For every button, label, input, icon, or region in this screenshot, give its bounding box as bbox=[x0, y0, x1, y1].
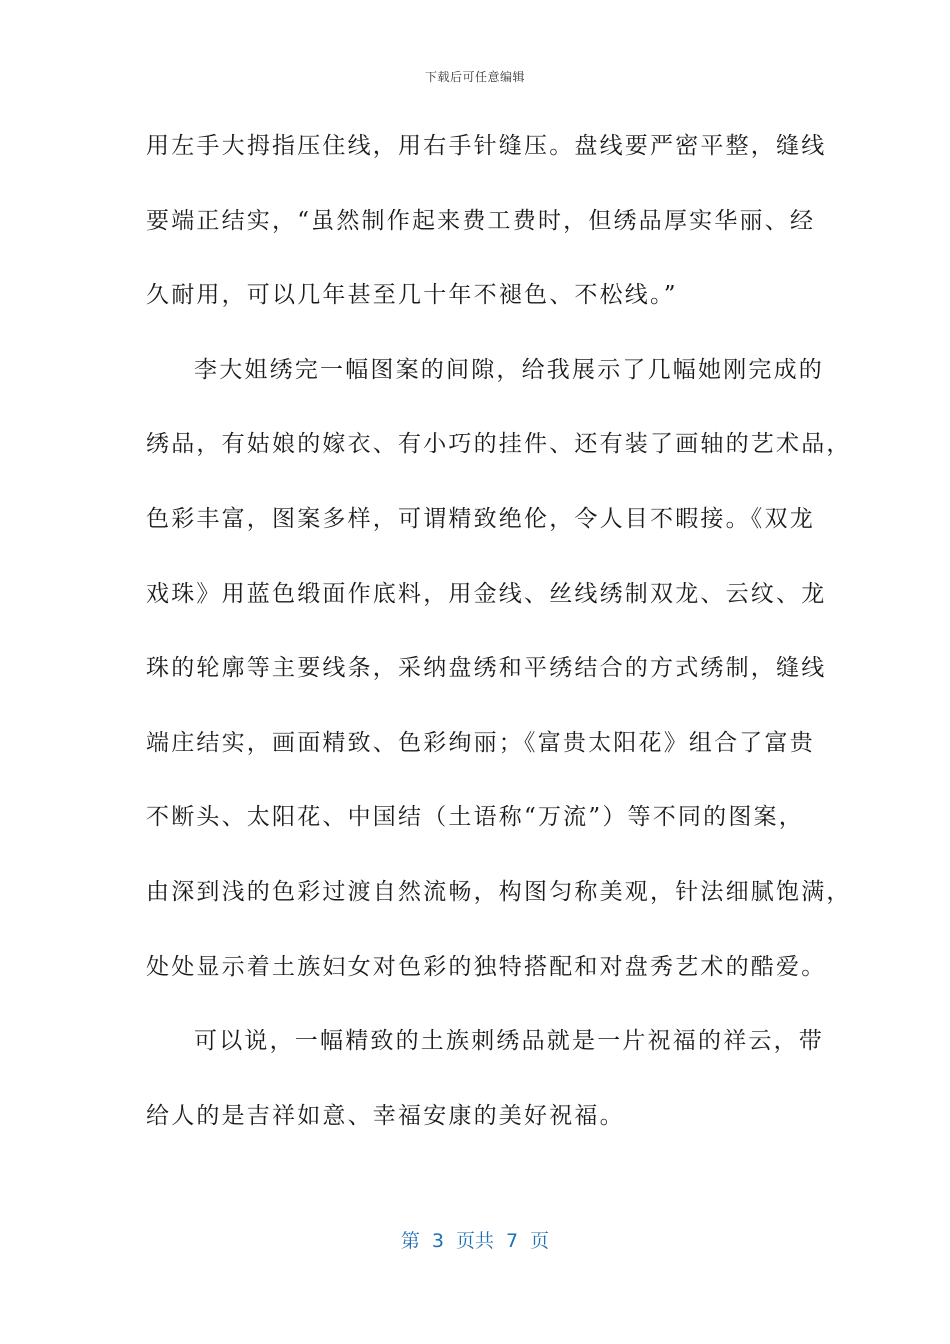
current-page-number: 3 bbox=[431, 1230, 444, 1252]
text-line: 由深到浅的色彩过渡自然流畅，构图匀称美观，针法细腻饱满， bbox=[146, 878, 852, 905]
text-line: 色彩丰富，图案多样，可谓精致绝伦，令人目不暇接。《双龙 bbox=[146, 505, 815, 532]
page-prefix: 第 bbox=[400, 1230, 420, 1252]
text-line: 要端正结实，“虽然制作起来费工费时，但绣品厚实华丽、经 bbox=[146, 207, 816, 234]
text-line: 绣品，有姑娘的嫁衣、有小巧的挂件、还有装了画轴的艺术品， bbox=[146, 431, 852, 458]
page-middle-text: 页共 bbox=[455, 1230, 494, 1252]
text-line: 端庄结实，画面精致、色彩绚丽；《富贵太阳花》组合了富贵 bbox=[146, 729, 815, 756]
download-note: 下载后可任意编辑 bbox=[424, 70, 525, 84]
text-line: 给人的是吉祥如意、幸福安康的美好祝福。 bbox=[146, 1102, 625, 1129]
text-line: 用左手大拇指压住线，用右手针缝压。盘线要严密平整，缝线 bbox=[146, 133, 827, 159]
total-pages-number: 7 bbox=[506, 1230, 519, 1252]
page-number-footer bbox=[0, 1226, 950, 1253]
text-line: 处处显示着土族妇女对色彩的独特搭配和对盘秀艺术的酷爱。 bbox=[146, 953, 827, 980]
document-body bbox=[146, 114, 852, 1158]
text-line: 久耐用，可以几年甚至几十年不褪色、不松线。” bbox=[146, 282, 678, 309]
page-suffix: 页 bbox=[530, 1230, 550, 1252]
text-line: 戏珠》用蓝色缎面作底料，用金线、丝线绣制双龙、云纹、龙 bbox=[146, 580, 827, 607]
paragraph-start-line: 可以说，一幅精致的土族刺绣品就是一片祝福的祥云，带 bbox=[194, 1028, 824, 1055]
paragraph-start-line: 李大姐绣完一幅图案的间隙，给我展示了几幅她刚完成的 bbox=[194, 356, 824, 383]
text-line: 珠的轮廓等主要线条，采纳盘绣和平绣结合的方式绣制，缝线 bbox=[146, 655, 827, 682]
text-line: 不断头、太阳花、中国结（土语称“万流”）等不同的图案， bbox=[146, 804, 804, 831]
